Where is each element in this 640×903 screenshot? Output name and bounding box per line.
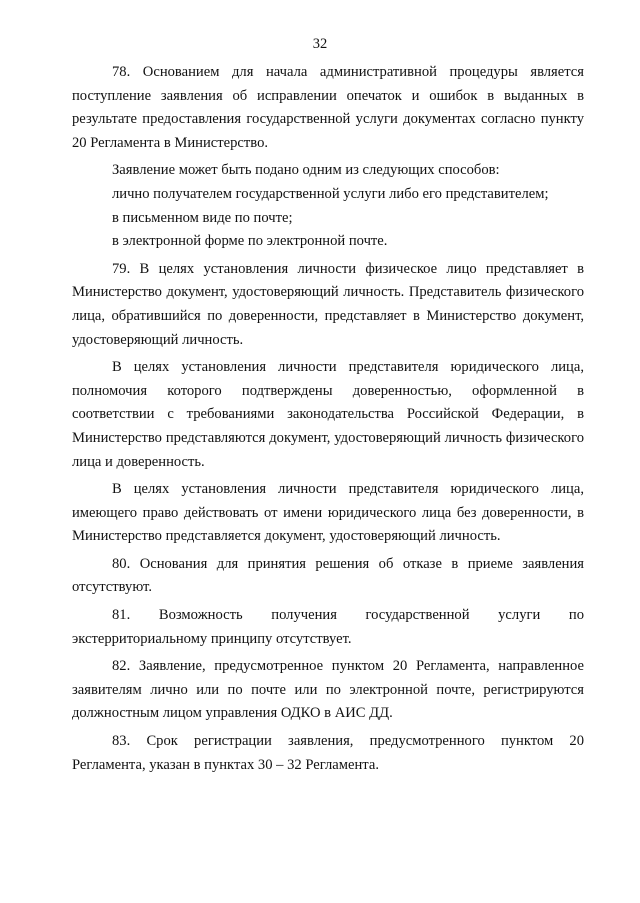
paragraph-81: 81. Возможность получения государственной услуги по экстерриториальному принципу отсутствует. [72,607,584,647]
paragraph-80: 80. Основания для принятия решения об отказе в приеме заявления отсутствуют. [72,555,584,596]
paragraph-79-legal-representative: В целях установления личности представителя юридического лица, полномочия которого подтверждены доверенностью, оформленной в соответствии с требованиями законодательства Российской Федерации, в Министерство представляются документ, удостоверяющий личность физического лица и доверенность. [72,359,584,470]
paragraph-submission-methods-intro: Заявление может быть подано одним из следующих способов: [112,162,500,179]
paragraph-78: 78. Основанием для начала административной процедуры является поступление заявления об исправлении опечаток и ошибок в выданных в результате предоставления государственной услуги документах согласно пункту 20 Регламента в Министерство. [72,64,584,151]
paragraph-79: 79. В целях установления личности физическое лицо представляет в Министерство документ, удостоверяющий личность. Представитель физического лица, обратившийся по доверенности, представляет в Министерство документ, удостоверяющий личность. [72,260,584,348]
list-item-method-email: в электронной форме по электронной почте. [112,233,388,250]
list-item-method-post: в письменном виде по почте; [112,209,293,226]
paragraph-79-legal-representative-no-proxy: В целях установления личности представителя юридического лица, имеющего право действовать от имени юридического лица без доверенности, в Министерство представляется документ, удостоверяющий личность. [72,481,584,545]
page-number: 32 [312,36,328,52]
document-body [72,61,584,777]
paragraph-82: 82. Заявление, предусмотренное пунктом 20 Регламента, направленное заявителям лично или по почте или по электронной почте, регистрируются должностным лицом управления ОДКО в АИС ДД. [72,658,584,722]
list-item-method-in-person: лично получателем государственной услуги либо его представителем; [112,185,549,202]
paragraph-83: 83. Срок регистрации заявления, предусмотренного пунктом 20 Регламента, указан в пунктах 30 – 32 Регламента. [72,733,584,773]
